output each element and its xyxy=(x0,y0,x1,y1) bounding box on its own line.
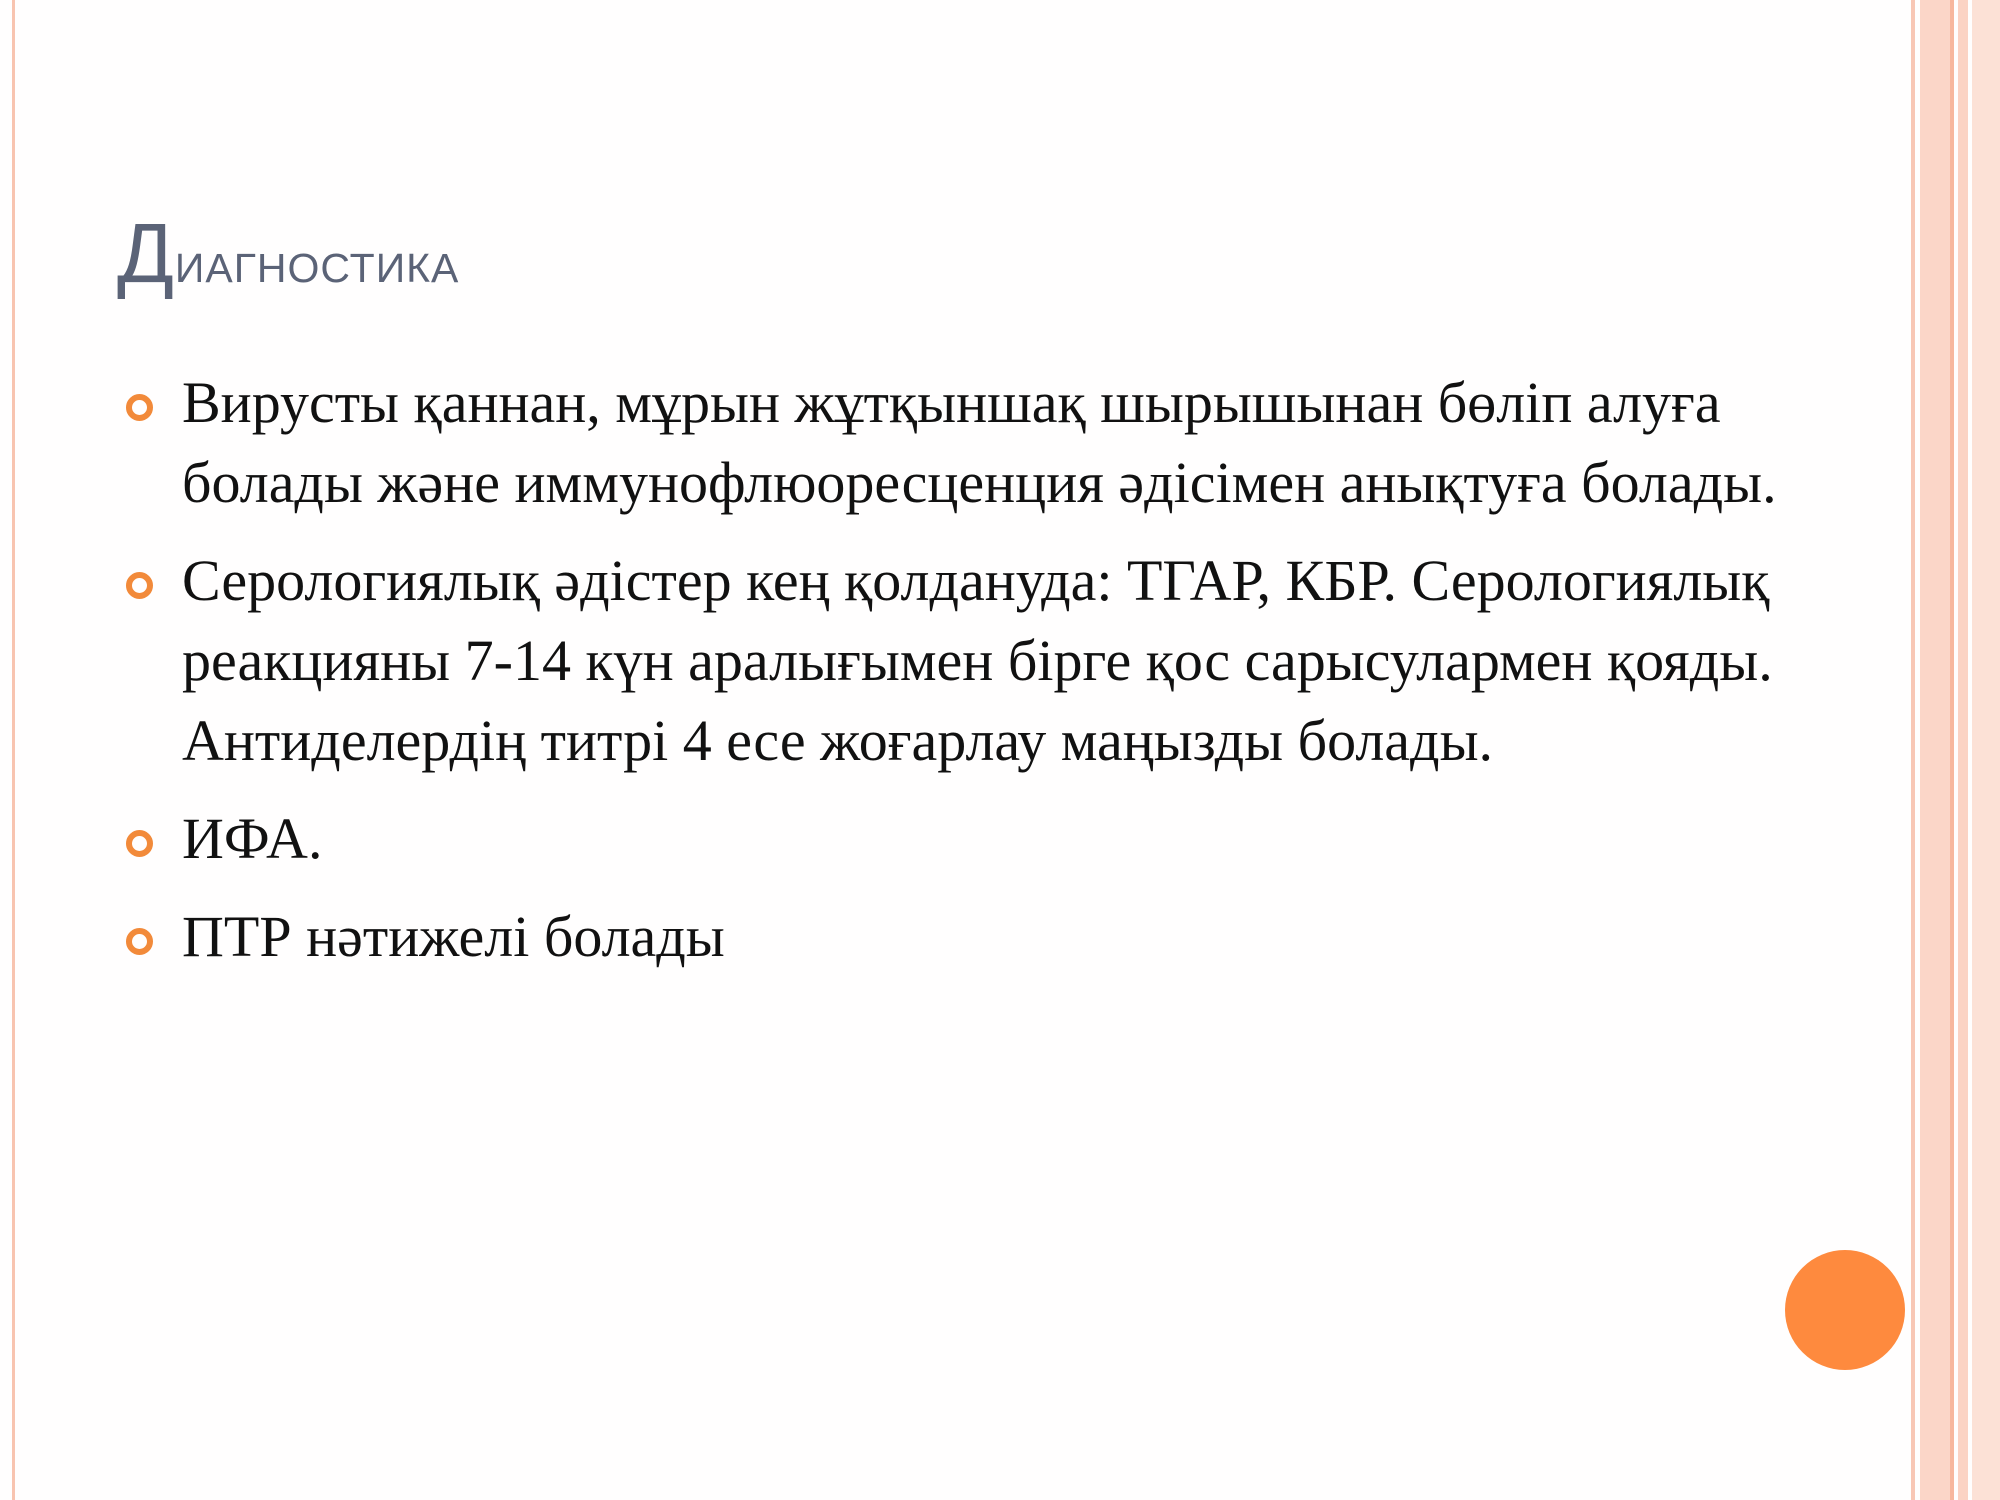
bullet-text: Серологиялық әдістер кең қолдануда: ТГАР, КБР. Серологиялық реакцияны 7-14 күн аралығымен бірге қос сарысулармен қояды. Антиделердің титрі 4 есе жоғарлау маңызды болады. xyxy=(182,548,1773,773)
circle-bullet-icon xyxy=(126,394,153,421)
right-stripe xyxy=(1920,0,1950,1500)
bullet-list xyxy=(120,363,1840,995)
slide-title xyxy=(117,205,459,302)
title-initial: Д xyxy=(117,206,175,300)
list-item xyxy=(120,363,1840,523)
circle-bullet-icon xyxy=(126,572,153,599)
list-item xyxy=(120,541,1840,781)
circle-bullet-icon xyxy=(126,928,153,955)
bullet-text: ИФА. xyxy=(182,806,323,871)
title-rest: иагностика xyxy=(174,230,460,295)
bullet-text: ПТР нәтижелі болады xyxy=(182,904,725,969)
decorative-orange-circle xyxy=(1785,1250,1905,1370)
right-stripe xyxy=(1950,0,1954,1500)
right-stripe xyxy=(1911,0,1915,1500)
left-border-line xyxy=(12,0,15,1500)
right-stripe xyxy=(1972,0,2000,1500)
right-stripe xyxy=(1958,0,1968,1500)
bullet-text: Вирусты қаннан, мұрын жұтқыншақ шырышынан бөліп алуға болады және иммунофлюоресценция әдісімен анықтуға болады. xyxy=(182,370,1777,515)
list-item xyxy=(120,897,1840,977)
circle-bullet-icon xyxy=(126,830,153,857)
list-item xyxy=(120,799,1840,879)
